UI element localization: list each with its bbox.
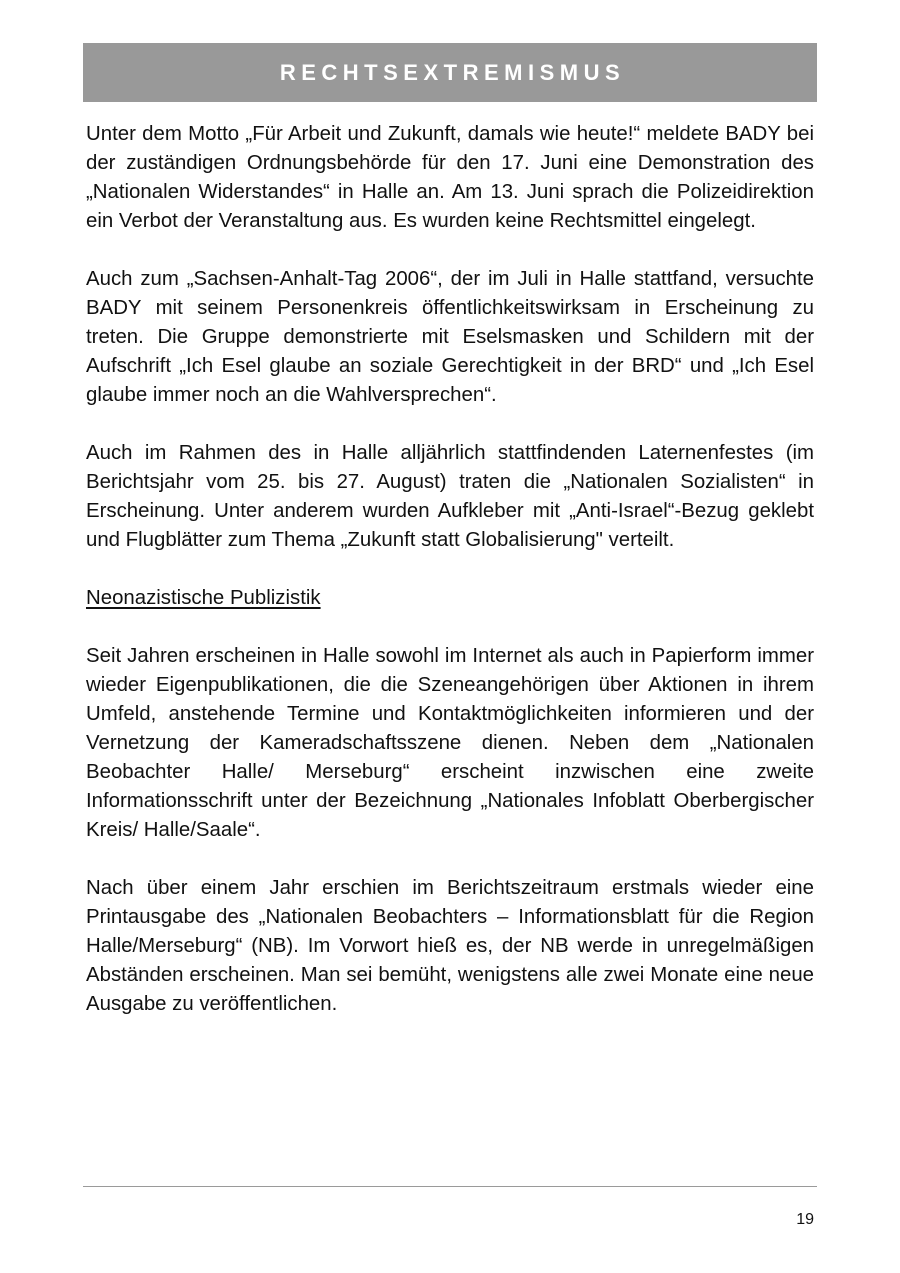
paragraph-eigenpublikationen: Seit Jahren erscheinen in Halle sowohl im Internet als auch in Papierform immer wieder Eigenpublikationen, die die Szeneangehörigen über Aktionen in ihrem Umfeld, anstehende Termine und Kontaktmöglichkeiten informieren und der Vernetzung der Kameradschaftsszene dienen. Neben dem „Nationalen Beobachter Halle/ Merseburg“ erscheint inzwischen eine zweite Informationsschrift unter der Bezeichnung „Nationales Infoblatt Oberbergischer Kreis/ Halle/Saale“.: [86, 645, 814, 841]
section-header-bar: [83, 43, 817, 102]
page-number: 19: [796, 1211, 814, 1228]
section-heading-publizistik: Neonazistische Publizistik: [86, 587, 321, 609]
paragraph-sachsen-anhalt-tag: Auch zum „Sachsen-Anhalt-Tag 2006“, der im Juli in Halle stattfand, versuchte BADY mit seinem Personenkreis öffentlichkeitswirksam in Erscheinung zu treten. Die Gruppe demonstrierte mit Eselsmasken und Schildern mit der Aufschrift „Ich Esel glaube an soziale Gerechtigkeit in der BRD“ und „Ich Esel glaube immer noch an die Wahlversprechen“.: [86, 268, 814, 406]
paragraph-bady-demonstration: Unter dem Motto „Für Arbeit und Zukunft, damals wie heute!“ meldete BADY bei der zuständigen Ordnungsbehörde für den 17. Juni eine Demonstration des „Nationalen Widerstandes“ in Halle an. Am 13. Juni sprach die Polizeidirektion ein Verbot der Veranstaltung aus. Es wurden keine Rechtsmittel eingelegt.: [86, 123, 814, 232]
paragraph-laternenfest: Auch im Rahmen des in Halle alljährlich stattfindenden Laternenfestes (im Berichtsjahr vom 25. bis 27. August) traten die „Nationalen Sozialisten“ in Erscheinung. Unter anderem wurden Aufkleber mit „Anti-Israel“-Bezug geklebt und Flugblätter zum Thema „Zukunft statt Globalisierung" verteilt.: [86, 442, 814, 551]
paragraph-nationaler-beobachter: Nach über einem Jahr erschien im Berichtszeitraum erstmals wieder eine Printausgabe des „Nationalen Beobachters – Informationsblatt für die Region Halle/Merseburg“ (NB). Im Vorwort hieß es, der NB werde in unregelmäßigen Abständen erscheinen. Man sei bemüht, wenigstens alle zwei Monate eine neue Ausgabe zu veröffentlichen.: [86, 877, 814, 1015]
document-body: [86, 120, 814, 1048]
section-title: RECHTSEXTREMISMUS: [279, 59, 626, 85]
footer-divider: [83, 1186, 817, 1187]
